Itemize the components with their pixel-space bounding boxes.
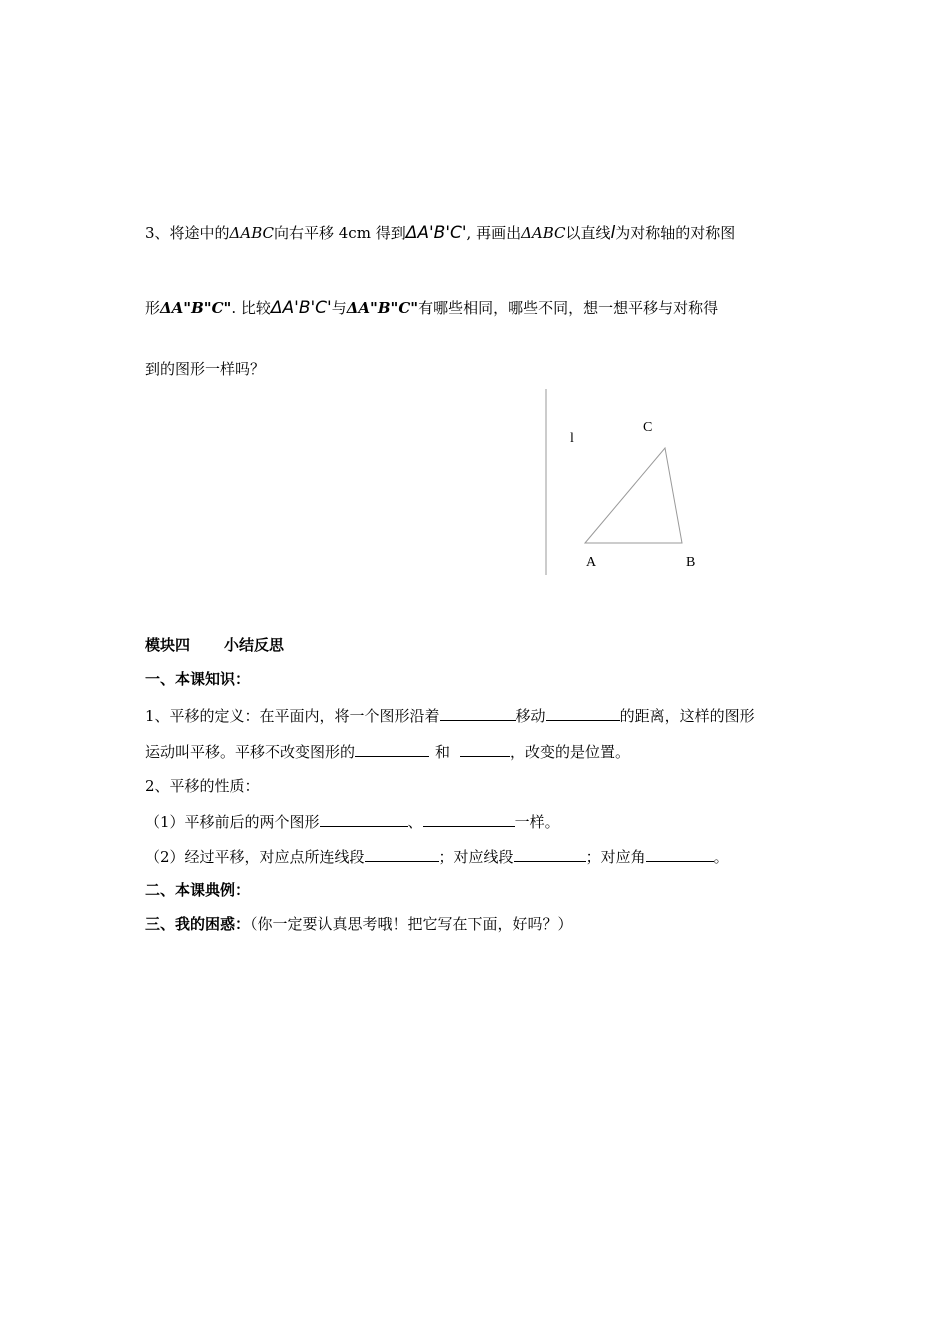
text: 与 — [331, 299, 347, 317]
section2-heading: 二、本课典例： — [145, 881, 251, 899]
section1-heading: 一、本课知识： — [145, 670, 251, 688]
math-triangle-prime: ΔA'B'C' — [405, 223, 467, 243]
label-c: C — [643, 420, 653, 435]
text: . 比较 — [231, 299, 271, 317]
math-triangle-double-prime: ΔA"B"C" — [346, 299, 419, 317]
text: , 再画出 — [466, 224, 522, 242]
text: 1、平移的定义：在平面内，将一个图形沿着 — [145, 707, 440, 725]
blank-property-2a[interactable] — [365, 845, 439, 862]
blank-shape[interactable] — [355, 740, 429, 757]
blank-direction[interactable] — [440, 704, 516, 721]
text: 和 — [435, 743, 451, 761]
text: （1）平移前后的两个图形 — [145, 813, 320, 831]
math-triangle-abc: ΔABC — [229, 224, 274, 242]
math-triangle-prime: ΔA'B'C' — [270, 298, 332, 318]
text: 的距离，这样的图形 — [619, 707, 755, 725]
blank-property-1b[interactable] — [423, 810, 515, 827]
blank-property-2b[interactable] — [514, 845, 586, 862]
text: 以直线 — [565, 224, 611, 242]
property-2 — [145, 845, 729, 868]
triangle-abc — [585, 448, 682, 543]
text: 形 — [145, 299, 161, 317]
section3-heading: 三、我的困惑： — [145, 915, 251, 933]
module4-subtitle: 小结反思 — [224, 636, 285, 654]
text: 。 — [713, 848, 729, 866]
text: 有哪些相同，哪些不同，想一想平移与对称得 — [418, 299, 719, 317]
label-line-l: l — [570, 431, 574, 446]
math-line-l: l — [610, 223, 616, 243]
label-a: A — [586, 555, 597, 570]
text: （2）经过平移，对应点所连线段 — [145, 848, 365, 866]
label-b: B — [686, 555, 696, 570]
text: 、 — [407, 813, 423, 831]
text: 移动 — [515, 707, 546, 725]
section3-line — [145, 913, 573, 935]
definition-line2 — [145, 740, 630, 763]
math-triangle-double-prime: ΔA"B"C" — [160, 299, 232, 317]
blank-property-1a[interactable] — [320, 810, 408, 827]
text: ；对应线段 — [438, 848, 514, 866]
module4-title: 模块四 — [145, 636, 191, 654]
triangle-figure-svg — [540, 385, 740, 580]
triangle-figure — [540, 385, 740, 580]
text: 3、将途中的 — [145, 224, 230, 242]
text: 为对称轴的对称图 — [615, 224, 736, 242]
problem3-line2 — [145, 297, 718, 319]
property-1 — [145, 810, 560, 833]
blank-size[interactable] — [460, 740, 510, 757]
problem3-line3: 到的图形一样吗？ — [145, 360, 266, 378]
text: ，改变的是位置。 — [510, 743, 631, 761]
blank-property-2c[interactable] — [646, 845, 714, 862]
definition-line1 — [145, 704, 755, 727]
text: 向右平移 4cm 得到 — [274, 224, 406, 242]
problem3-line1 — [145, 222, 735, 244]
section3-note: （你一定要认真思考哦！把它写在下面，好吗？） — [250, 915, 573, 933]
properties-heading: 2、平移的性质： — [145, 777, 260, 795]
module4-heading — [145, 634, 284, 656]
blank-distance[interactable] — [546, 704, 620, 721]
math-triangle-abc: ΔABC — [521, 224, 566, 242]
text: ；对应角 — [585, 848, 646, 866]
text: 运动叫平移。平移不改变图形的 — [145, 743, 356, 761]
text: 一样。 — [514, 813, 560, 831]
